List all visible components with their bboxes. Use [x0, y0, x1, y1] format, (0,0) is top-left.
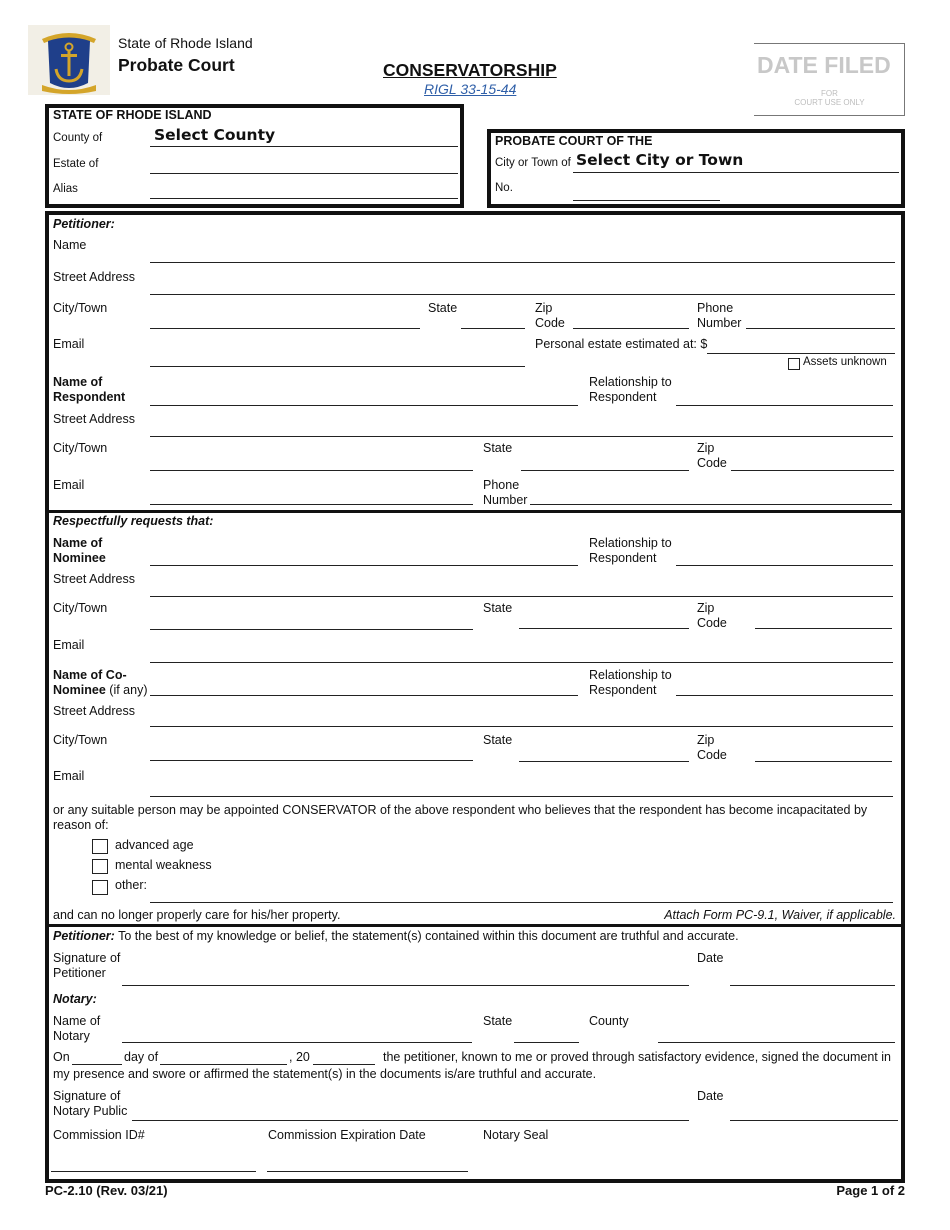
commission-exp-underline — [267, 1171, 468, 1172]
respondent-name-label-1: Name of — [53, 375, 103, 389]
petitioner-date-input[interactable] — [730, 963, 895, 985]
notary-day-underline — [72, 1064, 122, 1065]
day-of-label: day of — [124, 1050, 159, 1064]
nominee-rel-label-2: Respondent — [589, 551, 657, 565]
conominee-name-label-1: Name of Co- — [53, 668, 127, 682]
petitioner-street-input[interactable] — [150, 272, 895, 294]
section-divider-1 — [45, 510, 905, 513]
respondent-phone-label-1: Phone — [483, 478, 520, 492]
petitioner-signature-input[interactable] — [122, 963, 689, 985]
sworn-text-2: my presence and swore or affirmed the statement(s) in the documents is/are truthful and accurate. — [53, 1067, 597, 1081]
petitioner-zip-label-1: Zip — [535, 301, 553, 315]
estate-input[interactable] — [150, 151, 458, 173]
reason-text-2: reason of: — [53, 818, 109, 832]
notary-name-input[interactable] — [122, 1020, 472, 1042]
petitioner-date-label: Date — [697, 951, 724, 965]
petitioner-phone-underline — [746, 328, 895, 329]
respondent-state-input[interactable] — [521, 448, 689, 470]
notary-state-label: State — [483, 1014, 513, 1028]
respondent-street-input[interactable] — [150, 414, 893, 436]
form-title: CONSERVATORSHIP — [383, 60, 557, 80]
closing-text: and can no longer properly care for his/her property. — [53, 908, 341, 922]
estate-underline — [150, 173, 458, 174]
petitioner-zip-input[interactable] — [573, 306, 689, 328]
petitioner-signature-label-2: Petitioner — [53, 966, 106, 980]
respondent-email-input[interactable] — [150, 482, 473, 504]
conominee-city-underline — [150, 760, 473, 761]
respondent-street-label: Street Address — [53, 412, 135, 426]
city-label: City or Town of — [495, 157, 571, 169]
nominee-zip-input[interactable] — [755, 606, 892, 628]
conominee-state-underline — [519, 761, 689, 762]
year-prefix-label: , 20 — [289, 1050, 310, 1064]
petitioner-phone-input[interactable] — [746, 306, 895, 328]
respondent-phone-label-2: Number — [483, 493, 528, 507]
petitioner-state-input[interactable] — [461, 306, 525, 328]
nominee-state-underline — [519, 628, 689, 629]
petitioner-email-input[interactable] — [150, 344, 525, 366]
state-name: State of Rhode Island — [118, 35, 253, 51]
statute-link[interactable]: RIGL 33-15-44 — [424, 81, 517, 97]
notary-name-label-2: Notary — [53, 1029, 90, 1043]
reason-text-1: or any suitable person may be appointed CONSERVATOR of the above respondent who believes that the respondent has become incapacitated by — [53, 803, 868, 817]
petitioner-phone-label-1: Phone — [697, 301, 734, 315]
petitioner-name-underline — [150, 262, 895, 263]
respondent-zip-label-2: Code — [697, 456, 727, 470]
nominee-email-label: Email — [53, 638, 85, 652]
petitioner-signature-underline — [122, 985, 689, 986]
mental-weakness-label: mental weakness — [115, 858, 212, 872]
request-heading: Respectfully requests that: — [53, 514, 214, 528]
nominee-rel-underline — [676, 565, 893, 566]
respondent-rel-label-2: Respondent — [589, 390, 657, 404]
commission-id-underline — [51, 1171, 256, 1172]
notary-signature-input[interactable] — [132, 1098, 689, 1120]
no-label: No. — [495, 182, 513, 194]
respondent-email-underline — [150, 504, 473, 505]
conominee-email-underline — [150, 796, 893, 797]
petitioner-signature-label-1: Signature of — [53, 951, 121, 965]
estate-estimate-underline — [707, 353, 895, 354]
attestation-line — [53, 929, 739, 944]
respondent-email-label: Email — [53, 478, 85, 492]
other-reason-underline — [150, 902, 893, 903]
petitioner-city-label: City/Town — [53, 301, 108, 315]
advanced-age-checkbox[interactable] — [92, 839, 108, 854]
city-select[interactable]: Select City or Town — [576, 151, 744, 169]
conominee-name-label-2: Nominee — [53, 683, 106, 697]
respondent-city-label: City/Town — [53, 441, 108, 455]
petitioner-phone-label-2: Number — [697, 316, 742, 330]
commission-exp-label: Commission Expiration Date — [268, 1128, 426, 1142]
notary-signature-underline — [132, 1120, 689, 1121]
respondent-state-underline — [521, 470, 689, 471]
nominee-name-input[interactable] — [150, 543, 578, 565]
case-number-underline — [573, 200, 720, 201]
conominee-name-underline — [150, 695, 578, 696]
court-use-line1: FOR — [821, 89, 838, 98]
page-number: Page 1 of 2 — [836, 1183, 905, 1198]
petitioner-state-underline — [461, 328, 525, 329]
conominee-rel-underline — [676, 695, 893, 696]
respondent-state-label: State — [483, 441, 513, 455]
state-heading: STATE OF RHODE ISLAND — [53, 108, 212, 122]
notary-name-label-1: Name of — [53, 1014, 101, 1028]
petitioner-street-underline — [150, 294, 895, 295]
state-seal-icon — [28, 25, 110, 95]
notary-day-input[interactable] — [72, 1042, 122, 1064]
notary-date-input[interactable] — [730, 1098, 898, 1120]
county-label: County of — [53, 132, 103, 144]
nominee-zip-label-1: Zip — [697, 601, 715, 615]
respondent-rel-underline — [676, 405, 893, 406]
conominee-zip-underline — [755, 761, 892, 762]
petitioner-zip-label-2: Code — [535, 316, 565, 330]
commission-id-label: Commission ID# — [53, 1128, 145, 1142]
court-heading: PROBATE COURT OF THE — [495, 134, 653, 148]
notary-date-underline — [730, 1120, 898, 1121]
notary-heading: Notary: — [53, 992, 97, 1006]
respondent-zip-label-1: Zip — [697, 441, 715, 455]
respondent-zip-input[interactable] — [731, 448, 894, 470]
assets-unknown-label: Assets unknown — [803, 356, 887, 368]
respondent-phone-input[interactable] — [530, 482, 892, 504]
conominee-city-label: City/Town — [53, 733, 108, 747]
nominee-city-underline — [150, 629, 473, 630]
county-select[interactable]: Select County — [154, 126, 276, 144]
conominee-name-label-2-wrap — [53, 683, 147, 698]
petitioner-email-underline — [150, 366, 525, 367]
nominee-rel-input[interactable] — [676, 543, 893, 565]
nominee-street-label: Street Address — [53, 572, 135, 586]
respondent-city-input[interactable] — [150, 448, 473, 470]
conominee-name-input[interactable] — [150, 673, 578, 695]
respondent-zip-underline — [731, 470, 894, 471]
nominee-state-label: State — [483, 601, 513, 615]
notary-month-underline — [160, 1064, 287, 1065]
other-reason-checkbox[interactable] — [92, 880, 108, 895]
conominee-zip-label-1: Zip — [697, 733, 715, 747]
conominee-email-input[interactable] — [150, 774, 893, 796]
conominee-state-input[interactable] — [519, 739, 689, 761]
notary-date-label: Date — [697, 1089, 724, 1103]
petitioner-name-label: Name — [53, 238, 87, 252]
respondent-street-underline — [150, 436, 893, 437]
nominee-zip-label-2: Code — [697, 616, 727, 630]
notary-month-input[interactable] — [160, 1042, 287, 1064]
on-label: On — [53, 1050, 70, 1064]
notary-county-underline — [658, 1042, 895, 1043]
attestation-statement: To the best of my knowledge or belief, the statement(s) contained within this document are truthful and accurate. — [118, 929, 739, 943]
notary-year-underline — [313, 1064, 375, 1065]
mental-weakness-checkbox[interactable] — [92, 859, 108, 874]
conominee-street-underline — [150, 726, 893, 727]
nominee-email-input[interactable] — [150, 640, 893, 662]
court-name: Probate Court — [118, 55, 235, 75]
notary-year-input[interactable] — [313, 1042, 375, 1064]
nominee-city-input[interactable] — [150, 607, 473, 629]
conominee-zip-input[interactable] — [755, 739, 892, 761]
conominee-state-label: State — [483, 733, 513, 747]
respondent-name-underline — [150, 405, 578, 406]
other-reason-input[interactable] — [150, 880, 893, 902]
notary-state-input[interactable] — [514, 1020, 579, 1042]
conominee-rel-label-2: Respondent — [589, 683, 657, 697]
conominee-street-label: Street Address — [53, 704, 135, 718]
nominee-name-label-1: Name of — [53, 536, 103, 550]
respondent-rel-input[interactable] — [676, 383, 893, 405]
conominee-street-input[interactable] — [150, 704, 893, 726]
estate-estimate-label: Personal estate estimated at: $ — [535, 337, 708, 351]
commission-exp-input[interactable] — [267, 1149, 468, 1171]
section-divider-2 — [45, 924, 905, 927]
conominee-city-input[interactable] — [150, 738, 473, 760]
attestation-petitioner-label: Petitioner: — [53, 929, 115, 943]
alias-underline — [150, 198, 458, 199]
notary-county-label: County — [589, 1014, 629, 1028]
nominee-name-label-2: Nominee — [53, 551, 106, 565]
estate-estimate-input[interactable] — [707, 331, 895, 353]
county-underline — [150, 146, 458, 147]
assets-unknown-checkbox[interactable] — [788, 358, 800, 370]
nominee-zip-underline — [755, 628, 892, 629]
petitioner-date-underline — [730, 985, 895, 986]
form-number: PC-2.10 (Rev. 03/21) — [45, 1183, 168, 1198]
respondent-rel-label-1: Relationship to — [589, 375, 672, 389]
notary-seal-label: Notary Seal — [483, 1128, 549, 1142]
case-number-input[interactable] — [573, 178, 720, 200]
notary-signature-label-1: Signature of — [53, 1089, 121, 1103]
sworn-text-1: the petitioner, known to me or proved through satisfactory evidence, signed the document in — [383, 1050, 891, 1064]
respondent-name-input[interactable] — [150, 383, 578, 405]
notary-county-input[interactable] — [658, 1020, 895, 1042]
nominee-rel-label-1: Relationship to — [589, 536, 672, 550]
alias-label: Alias — [53, 183, 78, 195]
conominee-zip-label-2: Code — [697, 748, 727, 762]
respondent-city-underline — [150, 470, 473, 471]
petitioner-heading: Petitioner: — [53, 217, 115, 231]
court-use-line2: COURT USE ONLY — [794, 98, 865, 107]
city-underline — [573, 172, 899, 173]
conominee-rel-input[interactable] — [676, 673, 893, 695]
conominee-rel-label-1: Relationship to — [589, 668, 672, 682]
respondent-name-label-2: Respondent — [53, 390, 126, 404]
nominee-state-input[interactable] — [519, 606, 689, 628]
date-filed-label: DATE FILED — [757, 52, 891, 78]
respondent-phone-underline — [530, 504, 892, 505]
advanced-age-label: advanced age — [115, 838, 194, 852]
petitioner-state-label: State — [428, 301, 458, 315]
nominee-email-underline — [150, 662, 893, 663]
estate-label: Estate of — [53, 158, 99, 170]
nominee-city-label: City/Town — [53, 601, 108, 615]
petitioner-city-input[interactable] — [150, 306, 420, 328]
petitioner-street-label: Street Address — [53, 270, 135, 284]
conominee-ifany-label: (if any) — [109, 683, 148, 697]
petitioner-city-underline — [150, 328, 420, 329]
nominee-street-underline — [150, 596, 893, 597]
notary-signature-label-2: Notary Public — [53, 1104, 128, 1118]
conominee-email-label: Email — [53, 769, 85, 783]
other-reason-label: other: — [115, 878, 147, 892]
commission-id-input[interactable] — [51, 1149, 256, 1171]
attach-note: Attach Form PC-9.1, Waiver, if applicable. — [664, 908, 896, 922]
notary-state-underline — [514, 1042, 579, 1043]
petitioner-name-input[interactable] — [150, 240, 895, 262]
petitioner-zip-underline — [573, 328, 689, 329]
alias-input[interactable] — [150, 176, 458, 198]
nominee-name-underline — [150, 565, 578, 566]
nominee-street-input[interactable] — [150, 574, 893, 596]
petitioner-email-label: Email — [53, 337, 85, 351]
